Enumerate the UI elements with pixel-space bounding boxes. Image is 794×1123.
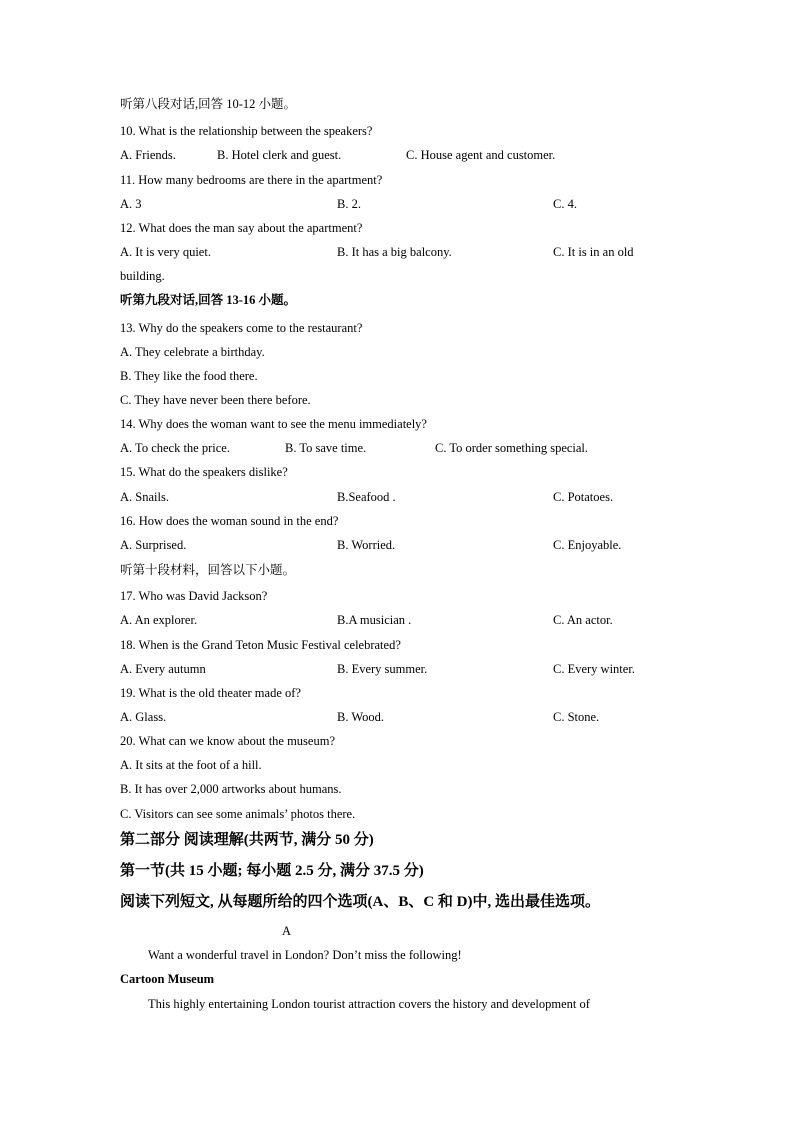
q15-option-b: B.Seafood . [337,490,396,504]
q12-option-a: A. It is very quiet. [120,245,211,259]
q18-option-b: B. Every summer. [337,662,428,676]
q19-option-b: B. Wood. [337,710,385,724]
q11-option-c: C. 4. [553,197,577,211]
section-1-title: 第一节(共 15 小题; 每小题 2.5 分, 满分 37.5 分) [120,863,424,879]
passage-label: A [282,924,292,938]
section-10-header: 听第十段材料，回答以下小题。 [120,563,296,577]
q11-option-a: A. 3 [120,197,142,211]
q17-option-b: B.A musician . [337,613,412,627]
question-18: 18. When is the Grand Teton Music Festival celebrated? [120,638,401,652]
passage-intro: Want a wonderful travel in London? Don’t miss the following! [148,948,462,962]
q20-option-a: A. It sits at the foot of a hill. [120,758,262,772]
q20-option-b: B. It has over 2,000 artworks about humans. [120,782,342,796]
question-17: 17. Who was David Jackson? [120,589,268,603]
question-15: 15. What do the speakers dislike? [120,465,288,479]
q11-option-b: B. 2. [337,197,361,211]
section-8-header: 听第八段对话,回答 10-12 小题。 [120,97,297,111]
q12-option-c-continued: building. [120,269,165,283]
q14-option-b: B. To save time. [285,441,367,455]
question-20: 20. What can we know about the museum? [120,734,335,748]
q19-option-a: A. Glass. [120,710,167,724]
q20-option-c: C. Visitors can see some animals’ photos there. [120,807,356,821]
q18-option-a: A. Every autumn [120,662,206,676]
q16-option-c: C. Enjoyable. [553,538,622,552]
q10-option-c: C. House agent and customer. [406,148,556,162]
question-16: 16. How does the woman sound in the end? [120,514,339,528]
q14-option-a: A. To check the price. [120,441,230,455]
q13-option-a: A. They celebrate a birthday. [120,345,265,359]
q17-option-c: C. An actor. [553,613,613,627]
q13-option-c: C. They have never been there before. [120,393,311,407]
q15-option-c: C. Potatoes. [553,490,614,504]
q18-option-c: C. Every winter. [553,662,635,676]
q14-option-c: C. To order something special. [435,441,589,455]
q10-option-b: B. Hotel clerk and guest. [217,148,342,162]
q12-option-c: C. It is in an old [553,245,634,259]
question-13: 13. Why do the speakers come to the restaurant? [120,321,363,335]
q10-option-a: A. Friends. [120,148,176,162]
q15-option-a: A. Snails. [120,490,169,504]
passage-body: This highly entertaining London tourist attraction covers the history and development of [148,997,590,1011]
question-12: 12. What does the man say about the apartment? [120,221,363,235]
passage-heading: Cartoon Museum [120,972,215,986]
q16-option-a: A. Surprised. [120,538,187,552]
reading-instructions: 阅读下列短文, 从每题所给的四个选项(A、B、C 和 D)中, 选出最佳选项。 [120,894,600,910]
q12-option-b: B. It has a big balcony. [337,245,452,259]
part-2-title: 第二部分 阅读理解(共两节, 满分 50 分) [120,832,374,848]
question-10: 10. What is the relationship between the speakers? [120,124,373,138]
question-14: 14. Why does the woman want to see the menu immediately? [120,417,427,431]
q16-option-b: B. Worried. [337,538,396,552]
q17-option-a: A. An explorer. [120,613,198,627]
q13-option-b: B. They like the food there. [120,369,258,383]
section-9-header: 听第九段对话,回答 13-16 小题。 [120,293,297,307]
question-11: 11. How many bedrooms are there in the apartment? [120,173,383,187]
q19-option-c: C. Stone. [553,710,600,724]
question-19: 19. What is the old theater made of? [120,686,301,700]
